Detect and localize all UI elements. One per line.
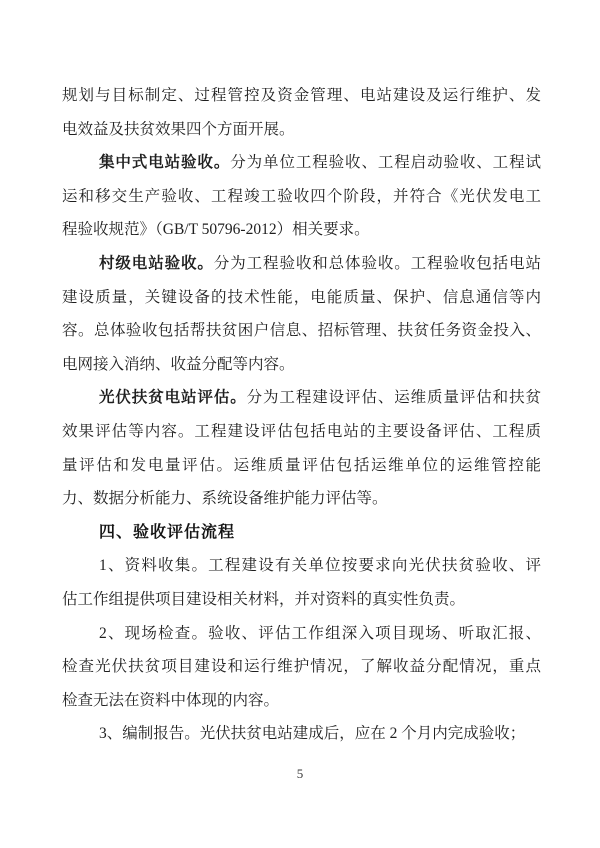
text-line: 容。总体验收包括帮扶贫困户信息、招标管理、扶贫任务资金投入、 [62, 322, 541, 340]
text-line: 2、现场检查。验收、评估工作组深入项目现场、听取汇报、 [99, 624, 541, 642]
page-number: 5 [296, 766, 304, 781]
text-line: 程验收规范》（GB/T 50796-2012）相关要求。 [62, 221, 370, 239]
paragraph-lead: 村级电站验收。 [99, 254, 214, 272]
text-line: 效果评估等内容。工程建设评估包括电站的主要设备评估、工程质 [62, 422, 541, 440]
paragraph-lead: 光伏扶贫电站评估。 [99, 389, 247, 407]
text-line: 电效益及扶贫效果四个方面开展。 [62, 120, 295, 138]
text-line: 估工作组提供项目建设相关材料，并对资料的真实性负责。 [62, 590, 466, 608]
section-heading: 四、验收评估流程 [99, 523, 236, 541]
text-line: 3、编制报告。光伏扶贫电站建成后，应在 2 个月内完成验收； [99, 725, 526, 743]
document-body [62, 79, 541, 751]
text-line: 电网接入消纳、收益分配等内容。 [62, 355, 295, 373]
text-line: 检查无法在资料中体现的内容。 [62, 691, 280, 709]
paragraph-lead: 集中式电站验收。 [99, 154, 231, 172]
text-line: 建设质量，关键设备的技术性能，电能质量、保护、信息通信等内 [62, 288, 541, 306]
text-line [62, 247, 541, 281]
text-line: 力、数据分析能力、系统设备维护能力评估等。 [62, 490, 388, 508]
line-text: 分为工程建设评估、运维质量评估和扶贫 [246, 389, 541, 407]
text-line: 检查光伏扶贫项目建设和运行维护情况，了解收益分配情况，重点 [62, 658, 541, 676]
line-text: 分为单位工程验收、工程启动验收、工程试 [230, 154, 541, 172]
line-text: 分为工程验收和总体验收。工程验收包括电站 [213, 254, 541, 272]
text-line: 1、资料收集。工程建设有关单位按要求向光伏扶贫验收、评 [99, 557, 541, 575]
text-line: 量评估和发电量评估。运维质量评估包括运维单位的运维管控能 [62, 456, 541, 474]
text-line [62, 146, 541, 180]
text-line [62, 381, 541, 415]
text-line: 规划与目标制定、过程管控及资金管理、电站建设及运行维护、发 [62, 87, 541, 104]
text-line: 运和移交生产验收、工程竣工验收四个阶段，并符合《光伏发电工 [62, 187, 541, 205]
